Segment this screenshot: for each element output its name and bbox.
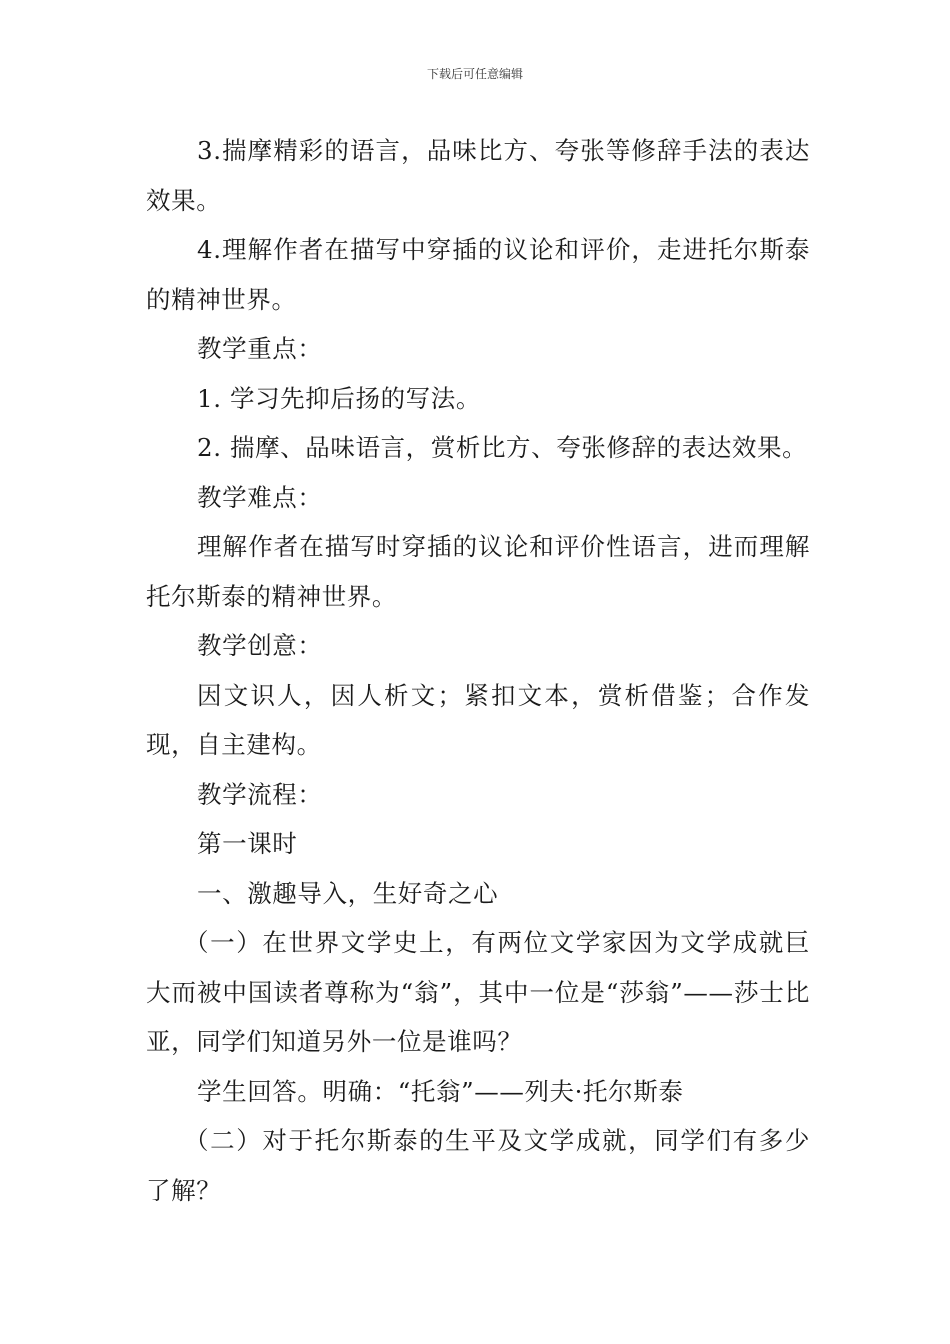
- paragraph: 3.揣摩精彩的语言，品味比方、夸张等修辞手法的表达效果。: [146, 136, 810, 215]
- paragraph: 教学重点：: [197, 334, 323, 363]
- paragraph: 理解作者在描写时穿插的议论和评价性语言，进而理解托尔斯泰的精神世界。: [146, 532, 810, 611]
- document-body: [146, 126, 810, 1215]
- paragraph: 1. 学习先抑后扬的写法。: [197, 383, 481, 413]
- paragraph: 教学难点：: [197, 482, 323, 512]
- paragraph: 教学创意：: [197, 631, 323, 660]
- paragraph: （一）在世界文学史上，有两位文学家因为文学成就巨大而被中国读者尊称为“翁”，其中一位是“莎翁”——莎士比亚，同学们知道另外一位是谁吗？: [146, 928, 810, 1056]
- paragraph: 第一课时: [197, 829, 298, 858]
- paragraph: 因文识人，因人析文；紧扣文本，赏析借鉴；合作发现，自主建构。: [146, 680, 810, 759]
- paragraph: （二）对于托尔斯泰的生平及文学成就，同学们有多少了解？: [146, 1126, 810, 1205]
- paragraph: 一、激趣导入，生好奇之心: [197, 878, 499, 908]
- paragraph: 2. 揣摩、品味语言，赏析比方、夸张修辞的表达效果。: [197, 433, 808, 462]
- paragraph: 4.理解作者在描写中穿插的议论和评价，走进托尔斯泰的精神世界。: [146, 235, 810, 314]
- page-header: 下载后可任意编辑: [426, 67, 523, 81]
- paragraph: 学生回答。明确：“托翁”——列夫·托尔斯泰: [197, 1076, 684, 1106]
- paragraph: 教学流程：: [197, 779, 323, 809]
